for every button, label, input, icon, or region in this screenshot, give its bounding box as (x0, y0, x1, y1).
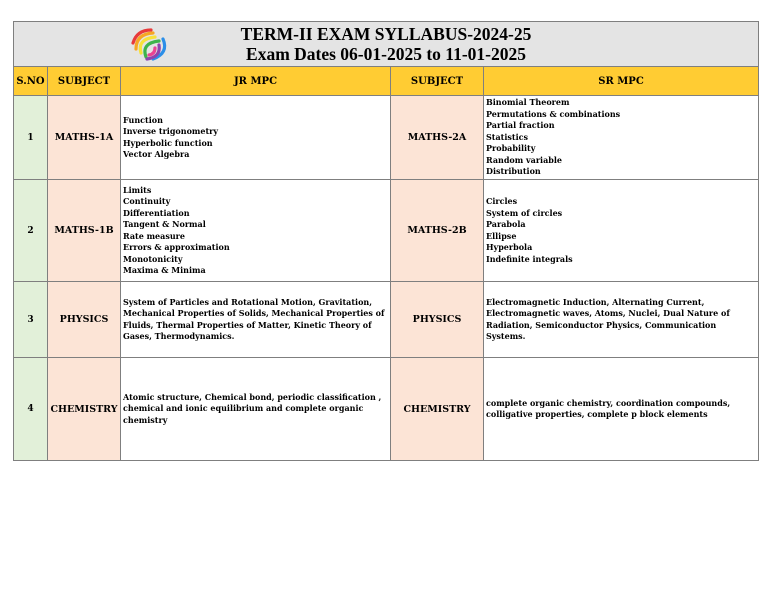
header-sr-mpc: SR MPC (484, 67, 759, 96)
header-subject-sr: SUBJECT (391, 67, 484, 96)
sno-cell: 1 (14, 96, 48, 180)
topic-item: Distribution (486, 166, 541, 177)
topic-item: Parabola (486, 219, 526, 229)
syllabus-table (13, 21, 759, 461)
topic-item: Random variable (486, 154, 563, 165)
sno-cell: 3 (14, 282, 48, 358)
sr-topics-cell (484, 358, 759, 461)
topic-item: Inverse trigonometry (123, 126, 219, 136)
sr-topic-list (486, 97, 756, 178)
topic-item: Monotonicity (123, 253, 183, 264)
header-row (14, 67, 759, 96)
jr-subject-cell: PHYSICS (48, 282, 121, 358)
topic-item: Errors & approximation (123, 242, 230, 252)
title-cell (14, 22, 759, 67)
topic-item: Partial fraction (486, 120, 555, 131)
jr-topics-text: Atomic structure, Chemical bond, periodic classification , chemical and ionic equilibrium and complete organic chemistry (123, 391, 382, 425)
topic-item: Indefinite integrals (486, 253, 573, 264)
sr-subject-cell: MATHS-2B (391, 180, 484, 282)
table-row (14, 96, 759, 180)
sr-subject-cell: MATHS-2A (391, 96, 484, 180)
topic-item: Hyperbolic function (123, 137, 213, 148)
jr-subject-cell: MATHS-1A (48, 96, 121, 180)
jr-topics-text: System of Particles and Rotational Motion, Gravitation, Mechanical Properties of Solids, Mechanical Properties of Fluids, Thermal Properties of Matter, Kinetic Theory of Gases, Thermodynamics. (123, 296, 385, 341)
title-row (14, 22, 759, 67)
header-jr-mpc: JR MPC (121, 67, 391, 96)
header-sno: S.NO (14, 67, 48, 96)
sr-topics-text: complete organic chemistry, coordination compounds, colligative properties, complete p block elements (486, 397, 731, 419)
topic-item: Function (123, 114, 163, 125)
topic-item: Circles (486, 196, 518, 206)
topic-item: Statistics (486, 131, 529, 142)
jr-subject-cell: CHEMISTRY (48, 358, 121, 461)
jr-topics-cell (121, 180, 391, 282)
title-line-2: Exam Dates 06-01-2025 to 11-01-2025 (246, 44, 526, 64)
jr-topic-list (123, 185, 388, 277)
topic-item: Binomial Theorem (486, 97, 570, 108)
table-row (14, 358, 759, 461)
syllabus-sheet (13, 21, 758, 461)
sno-cell: 4 (14, 358, 48, 461)
topic-item: Vector Algebra (123, 149, 190, 159)
swirl-logo-icon (127, 25, 171, 63)
table-row (14, 282, 759, 358)
sr-topics-cell (484, 282, 759, 358)
title-line-1: TERM-II EXAM SYLLABUS-2024-25 (240, 24, 532, 44)
topic-item: Maxima & Minima (123, 265, 206, 275)
sr-topics-cell (484, 180, 759, 282)
sno-cell: 2 (14, 180, 48, 282)
topic-item: Permutations & combinations (486, 108, 621, 119)
topic-item: Tangent & Normal (123, 219, 206, 229)
sr-subject-cell: CHEMISTRY (391, 358, 484, 461)
topic-item: Continuity (123, 196, 171, 206)
topic-item: Ellipse (486, 230, 517, 241)
topic-item: System of circles (486, 207, 563, 218)
sr-topic-list (486, 196, 756, 265)
sr-topics-cell (484, 96, 759, 180)
jr-subject-cell: MATHS-1B (48, 180, 121, 282)
topic-item: Hyperbola (486, 242, 533, 252)
sr-topics-text: Electromagnetic Induction, Alternating Current, Electromagnetic waves, Atoms, Nuclei, Dual Nature of Radiation, Semiconductor Physics, Communication Systems. (486, 296, 730, 341)
sr-subject-cell: PHYSICS (391, 282, 484, 358)
jr-topic-list (123, 115, 388, 161)
jr-topics-cell (121, 96, 391, 180)
jr-topics-cell (121, 282, 391, 358)
topic-item: Rate measure (123, 230, 185, 241)
table-row (14, 180, 759, 282)
topic-item: Differentiation (123, 207, 190, 218)
topic-item: Limits (123, 184, 152, 195)
header-subject-jr: SUBJECT (48, 67, 121, 96)
topic-item: Probability (486, 143, 536, 154)
jr-topics-cell (121, 358, 391, 461)
